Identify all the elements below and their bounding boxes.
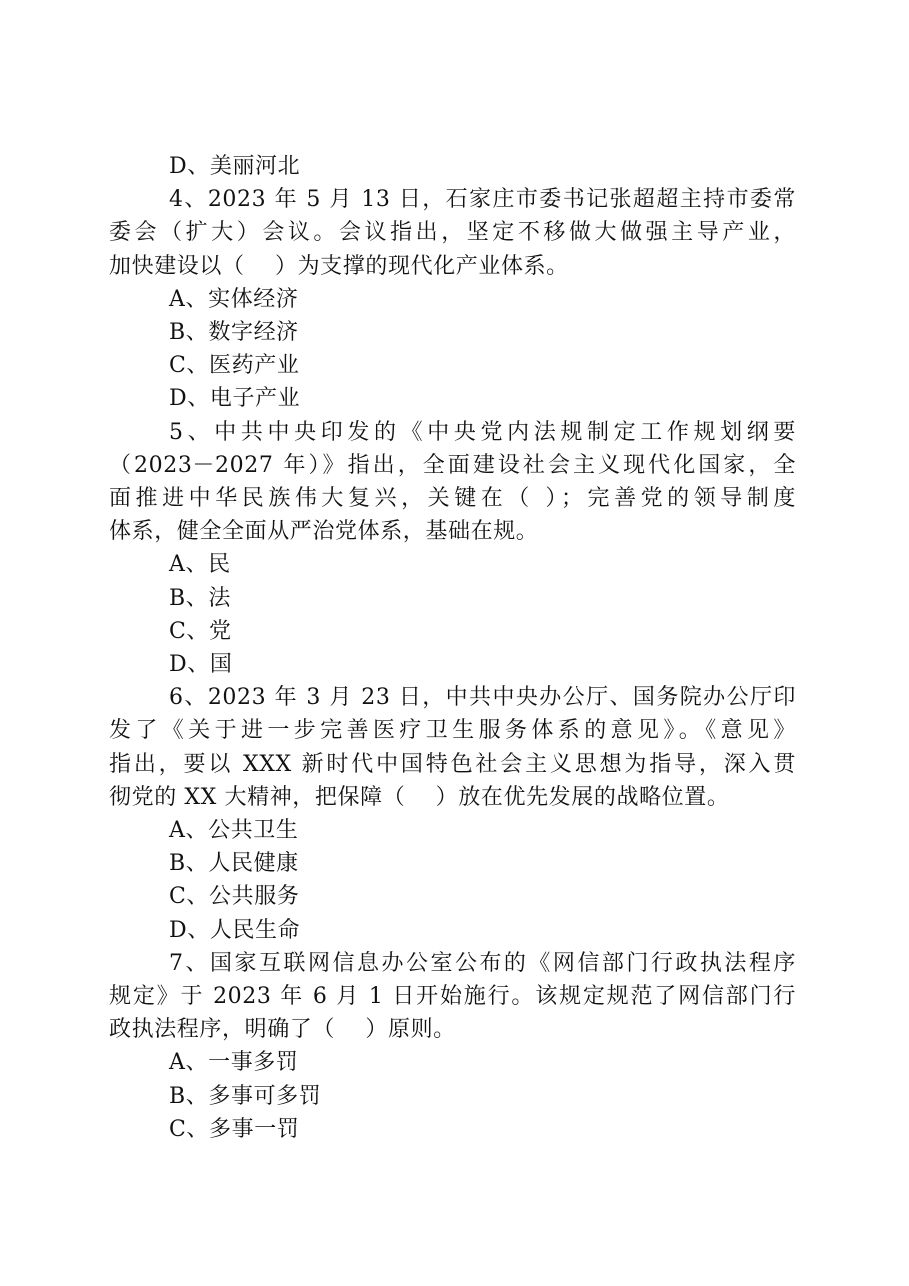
q7-option-a: A、一事多罚 [169, 1050, 299, 1076]
q5-option-b: B、法 [169, 585, 231, 611]
q3-option-d: D、美丽河北 [169, 154, 301, 179]
q4-option-c: C、医药产业 [169, 353, 300, 379]
q5-option-a: A、民 [169, 552, 231, 578]
q6-option-d: D、人民生命 [169, 917, 301, 943]
q4-stem-line-2: 委会（扩大）会议。会议指出，坚定不移做大做强主导产业， [109, 220, 796, 246]
q7-option-b: B、多事可多罚 [169, 1083, 322, 1109]
document-page [109, 150, 796, 1146]
question-4 [109, 183, 796, 415]
q6-stem-line-2: 发了《关于进一步完善医疗卫生服务体系的意见》。《意见》 [109, 718, 796, 744]
q5-stem-line-4: 体系，健全全面从严治党体系，基础在规。 [109, 519, 539, 545]
q4-option-b: B、数字经济 [169, 320, 299, 346]
question-7 [109, 947, 796, 1146]
q6-stem-line-4: 彻党的 XX 大精神，把保障（ ）放在优先发展的战略位置。 [109, 784, 730, 810]
q5-option-c: C、党 [169, 618, 232, 644]
q6-option-a: A、公共卫生 [169, 818, 299, 844]
q7-stem-line-1: 7、国家互联网信息办公室公布的《网信部门行政执法程序 [169, 950, 796, 976]
q7-stem-line-2: 规定》于 2023 年 6 月 1 日开始施行。该规定规范了网信部门行 [109, 984, 796, 1010]
q4-stem-line-3: 加快建设以（ ）为支撑的现代化产业体系。 [109, 253, 569, 279]
q5-stem-line-1: 5、中共中央印发的《中央党内法规制定工作规划纲要 [169, 419, 796, 445]
question-6 [109, 681, 796, 947]
q6-stem-line-1: 6、2023 年 3 月 23 日，中共中央办公厅、国务院办公厅印 [169, 685, 796, 711]
q5-stem-line-2: （2023－2027 年）》指出，全面建设社会主义现代化国家，全 [109, 452, 796, 478]
q7-option-c: C、多事一罚 [169, 1116, 300, 1142]
q5-option-d: D、国 [169, 652, 233, 678]
q4-stem-line-1: 4、2023 年 5 月 13 日，石家庄市委书记张超超主持市委常 [169, 187, 796, 213]
q7-stem-line-3: 政执法程序，明确了（ ）原则。 [109, 1017, 456, 1043]
q6-option-c: C、公共服务 [169, 884, 300, 910]
q4-option-a: A、实体经济 [169, 286, 299, 312]
q6-stem-line-3: 指出，要以 XXX 新时代中国特色社会主义思想为指导，深入贯 [109, 751, 796, 777]
q4-option-d: D、电子产业 [169, 386, 301, 412]
q5-stem-line-3: 面推进中华民族伟大复兴，关键在（ ）；完善党的领导制度 [109, 486, 796, 512]
q6-option-b: B、人民健康 [169, 851, 299, 877]
question-5 [109, 416, 796, 682]
